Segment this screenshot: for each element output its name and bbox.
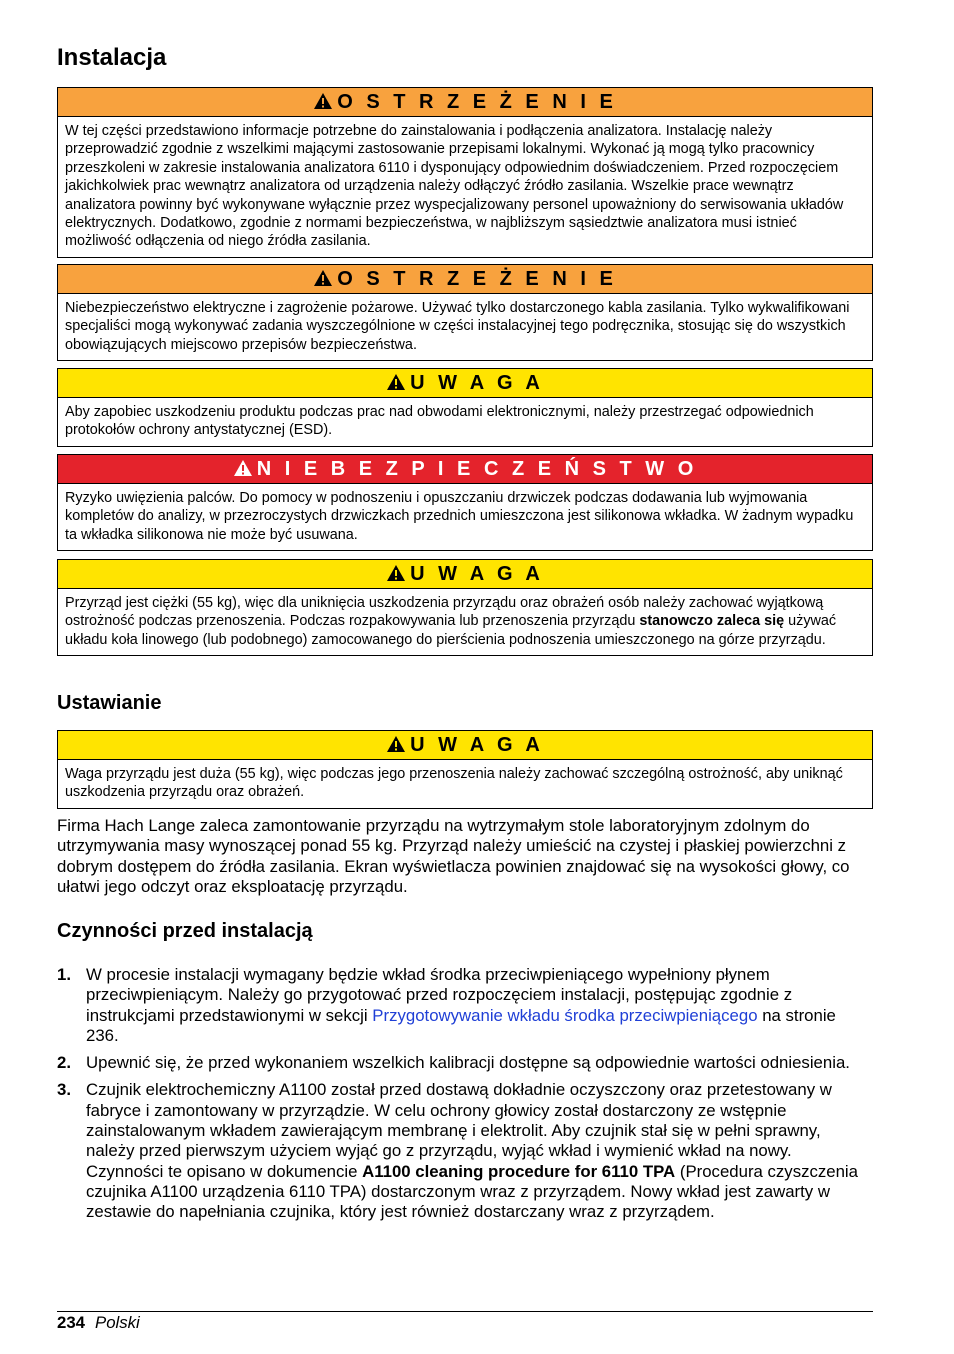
step-number: 3. xyxy=(57,1080,71,1100)
warning-box xyxy=(57,264,873,361)
list-item xyxy=(57,1053,869,1073)
warning-header xyxy=(58,88,872,117)
step-text-bold: A1100 cleaning procedure for 6110 TPA xyxy=(362,1161,676,1181)
step-text: Upewnić się, że przed wykonaniem wszelkich kalibracji dostępne są odpowiednie wartości odniesienia. xyxy=(86,1053,850,1073)
danger-text: Ryzyko uwięzienia palców. Do pomocy w podnoszeniu i opuszczaniu drzwiczek podczas dodawania lub wyjmowania kompletów do analizy, w przezroczystych drzwiczkach przednich umieszczona jest silikonowa wkładka. W żadnym wypadku ta wkładka silikonowa nie może być usuwana. xyxy=(65,490,854,543)
caution-box xyxy=(57,730,873,809)
warning-triangle-icon xyxy=(386,371,406,399)
step-text: W procesie instalacji wymagany będzie wkład środka przeciwpieniącego wypełniony płynem przeciwpieniącym. Należy go przygotować przed rozpoczęciem instalacji, postępując zgodnie z instrukcjami przedstawionymi w sekcji xyxy=(86,965,793,1025)
warning-header xyxy=(58,265,872,294)
warning-triangle-icon xyxy=(313,267,333,295)
caution-label: U W A G A xyxy=(410,563,544,585)
warning-label: O S T R Z E Ż E N I E xyxy=(337,268,617,290)
caution-text-bold: stanowczo zaleca się xyxy=(639,613,785,630)
step-number: 1. xyxy=(57,965,71,984)
warning-triangle-icon xyxy=(313,90,333,118)
warning-triangle-icon xyxy=(386,562,406,590)
caution-label: U W A G A xyxy=(410,372,544,394)
caution-text xyxy=(58,589,872,655)
warning-text: W tej części przedstawiono informacje potrzebne do zainstalowania i podłączenia analizatora. Instalację należy przeprowadzić zgodnie z wszelkimi mającymi zastosowanie przepisami lokalnymi. Wykonać ją mogą tylko pracownicy przeszkoleni w zakresie instalowania analizatora 6110 i dysponujący odpowiednim doświadczeniem. Przed rozpoczęciem jakichkolwiek prac wewnątrz analizatora od urządzenia należy odłączyć źródło zasilania. Wszelkie prace wewnątrz analizatora powinny być wykonywane wyłącznie przez wyspecjalizowany personel upoważniony do serwisowania układów elektrycznych. Dodatkowo, zgodnie z normami bezpieczeństwa, w najbliższym sąsiedztwie analizatora musi istnieć możliwość odłączenia od niego źródła zasilania. xyxy=(65,123,844,250)
list-item xyxy=(57,1080,869,1222)
caution-label: U W A G A xyxy=(410,734,544,756)
footer xyxy=(57,1313,140,1333)
ustawianie-paragraph: Firma Hach Lange zaleca zamontowanie przyrządu na wytrzymałym stole laboratoryjnym zdolnym do utrzymywania masy wynoszącej ponad 55 kg. Przyrząd należy umieścić na czystej i płaskiej powierzchni z dobrym dostępem do źródła zasilania. Ekran wyświetlacza powinien znajdować się na wysokości głowy, co ułatwi jego odczyt oraz eksploatację przyrządu. xyxy=(57,816,850,896)
step-text: (Procedura czyszczenia czujnika A1100 urządzenia 6110 TPA) dostarczonym wraz z przyrządem. Nowy wkład jest zawarty w zestawie do napełniania czujnika, który jest również dostarczany wraz z przyrządem. xyxy=(86,1161,858,1222)
caution-box xyxy=(57,368,873,447)
step-number: 2. xyxy=(57,1053,71,1073)
page-number: 234 xyxy=(57,1313,85,1332)
warning-label: O S T R Z E Ż E N I E xyxy=(337,91,617,113)
page-title: Instalacja xyxy=(57,44,167,71)
list-item xyxy=(57,965,869,1046)
step-text: Czujnik elektrochemiczny A1100 został przed dostawą dokładnie oczyszczony oraz przetestowany w fabryce i zamontowany w przyrządzie. W celu ochrony głowicy został dostarczony ze wstępnie zainstalowanym wkładem zawierającym membranę i elektrolit. Aby czujnik stał się w pełni sprawny, należy przed pierwszym użyciem wyjąć go z przyrządu, wyjąć wkład i wymienić wkład na nowy. Czynności te opisano w dokumencie xyxy=(86,1080,832,1181)
warning-triangle-icon xyxy=(386,733,406,761)
footer-language: Polski xyxy=(95,1313,140,1332)
caution-box xyxy=(57,559,873,656)
cross-reference-link[interactable]: Przygotowywanie wkładu środka przeciwpieniącego xyxy=(372,1005,758,1025)
caution-header xyxy=(58,560,872,589)
danger-box xyxy=(57,454,873,551)
caution-text: Waga przyrządu jest duża (55 kg), więc podczas jego przenoszenia należy zachować szczególną ostrożność, aby uniknąć uszkodzenia przyrządu oraz obrażeń. xyxy=(65,766,843,801)
warning-box xyxy=(57,87,873,258)
step-text: na stronie 236. xyxy=(86,1005,836,1045)
steps-list xyxy=(57,965,869,1223)
danger-label: N I E B E Z P I E C Z E Ń S T W O xyxy=(256,458,698,480)
section-heading-ustawianie: Ustawianie xyxy=(57,692,162,714)
caution-text-part: używać układu koła linowego (lub podobnego) zamocowanego do pierścienia podnoszenia umieszczonego na górze przyrządu. xyxy=(65,613,837,648)
caution-header xyxy=(58,369,872,398)
caution-text: Aby zapobiec uszkodzeniu produktu podczas prac nad obwodami elektronicznymi, należy przestrzegać odpowiednich protokołów ochrony antystatycznej (ESD). xyxy=(65,404,814,439)
caution-header xyxy=(58,731,872,760)
warning-triangle-icon xyxy=(233,457,253,485)
footer-divider xyxy=(57,1311,873,1312)
danger-header xyxy=(58,455,872,484)
warning-text: Niebezpieczeństwo elektryczne i zagrożenie pożarowe. Używać tylko dostarczonego kabla zasilania. Tylko wykwalifikowani specjaliści mogą wykonywać zadania wyszczególnione w części instalacyjnej tego podręcznika, stosując się do wszystkich obowiązujących miejscowo przepisów bezpieczeństwa. xyxy=(65,300,850,353)
caution-text-part: Przyrząd jest ciężki (55 kg), więc dla uniknięcia uszkodzenia przyrządu oraz obrażeń osób należy zachować wyjątkową ostrożność podczas przenoszenia. Podczas rozpakowywania lub przenoszenia przyrządu xyxy=(65,595,824,630)
section-heading-czynnosci: Czynności przed instalacją xyxy=(57,920,313,942)
